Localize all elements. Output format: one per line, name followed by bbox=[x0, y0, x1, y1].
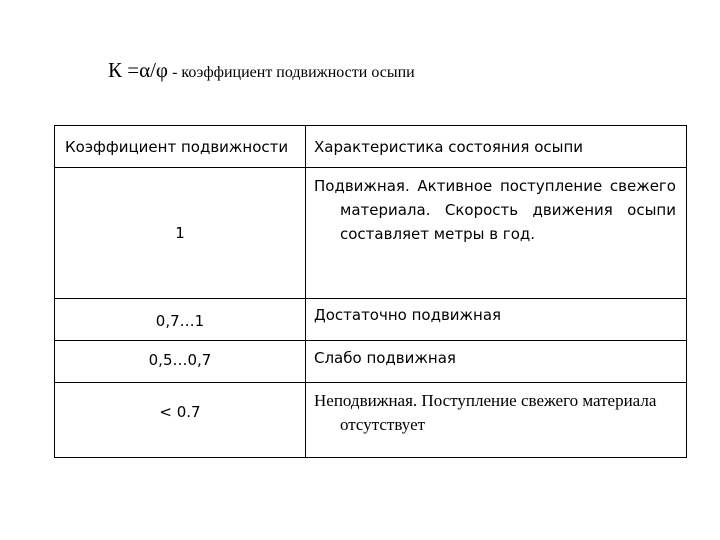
characteristic-text: Неподвижная. Поступление свежего материала отсутствует bbox=[314, 391, 657, 434]
table-cell bbox=[306, 168, 687, 299]
table-cell bbox=[55, 168, 306, 299]
table-row bbox=[55, 168, 687, 299]
table-cell bbox=[306, 341, 687, 383]
formula-expression: К =α/φ bbox=[108, 58, 169, 82]
table-row bbox=[55, 383, 687, 458]
header-cell bbox=[55, 126, 306, 168]
characteristic-text: Подвижная. Активное поступление свежего материала. Скорость движения осыпи составляет метры в год. bbox=[314, 177, 676, 243]
coefficient-value: < 0.7 bbox=[159, 403, 201, 421]
coefficient-value: 0,7…1 bbox=[155, 312, 205, 330]
table-row bbox=[55, 341, 687, 383]
table-header-row bbox=[55, 126, 687, 168]
table-cell bbox=[55, 383, 306, 458]
formula-description: - коэффициент подвижности осыпи bbox=[168, 64, 415, 81]
coefficient-value: 1 bbox=[175, 224, 185, 242]
table-cell bbox=[306, 383, 687, 458]
table-cell bbox=[55, 341, 306, 383]
characteristic-text: Слабо подвижная bbox=[314, 349, 456, 367]
mobility-table bbox=[54, 125, 687, 458]
header-characteristic: Характеристика состояния осыпи bbox=[314, 138, 584, 156]
header-coefficient: Коэффициент подвижности bbox=[65, 138, 289, 156]
characteristic-text: Достаточно подвижная bbox=[314, 306, 502, 324]
table-cell bbox=[306, 299, 687, 341]
table-cell bbox=[55, 299, 306, 341]
header-cell bbox=[306, 126, 687, 168]
formula-line bbox=[108, 56, 415, 87]
table-row bbox=[55, 299, 687, 341]
coefficient-value: 0,5…0,7 bbox=[148, 351, 212, 369]
